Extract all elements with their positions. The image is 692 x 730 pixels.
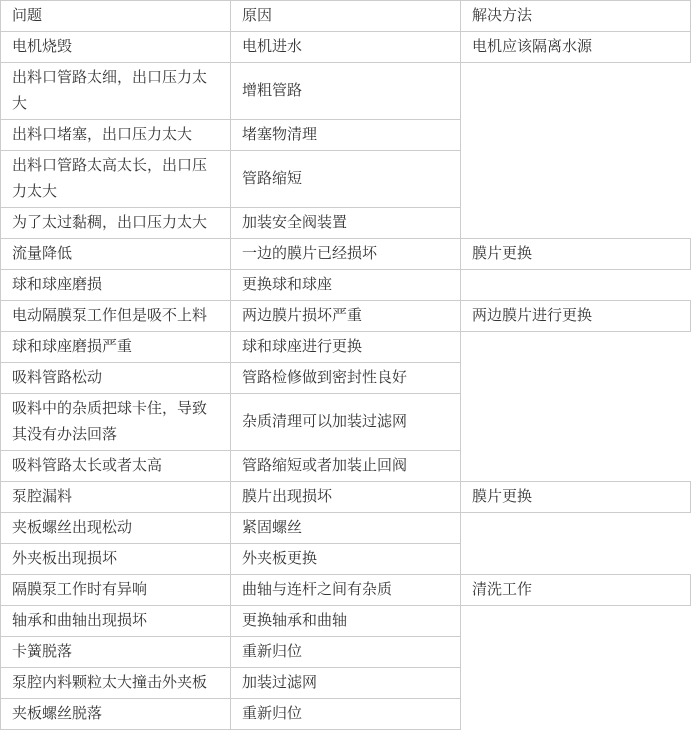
column-header-solution: 解决方法 <box>461 1 691 32</box>
column-header-cause: 原因 <box>231 1 461 32</box>
cell-problem: 流量降低 <box>1 239 231 270</box>
cell-problem: 吸料中的杂质把球卡住，导致其没有办法回落 <box>1 394 231 451</box>
cell-cause: 球和球座进行更换 <box>231 332 461 363</box>
cell-problem: 泵腔漏料 <box>1 482 231 513</box>
cell-cause: 电机进水 <box>231 32 461 63</box>
cell-cause: 膜片出现损坏 <box>231 482 461 513</box>
cell-cause: 两边膜片损坏严重 <box>231 301 461 332</box>
table-row <box>1 301 691 332</box>
cell-problem: 外夹板出现损坏 <box>1 544 231 575</box>
table-row <box>1 482 691 513</box>
cell-cause: 曲轴与连杆之间有杂质 <box>231 575 461 606</box>
cell-problem: 夹板螺丝脱落 <box>1 699 231 730</box>
table-row <box>1 120 691 151</box>
cell-cause: 管路缩短 <box>231 151 461 208</box>
cell-problem: 吸料管路松动 <box>1 363 231 394</box>
cell-cause: 管路检修做到密封性良好 <box>231 363 461 394</box>
table-row <box>1 270 691 301</box>
cell-cause: 杂质清理可以加装过滤网 <box>231 394 461 451</box>
table-row <box>1 575 691 606</box>
cell-cause: 更换球和球座 <box>231 270 461 301</box>
table-row <box>1 32 691 63</box>
cell-cause: 管路缩短或者加装止回阀 <box>231 451 461 482</box>
cell-solution: 两边膜片进行更换 <box>461 301 691 332</box>
cell-problem: 电动隔膜泵工作但是吸不上料 <box>1 301 231 332</box>
cell-solution: 电机应该隔离水源 <box>461 32 691 63</box>
table-row <box>1 637 691 668</box>
cell-cause: 重新归位 <box>231 699 461 730</box>
cell-cause: 一边的膜片已经损坏 <box>231 239 461 270</box>
cell-cause: 加装过滤网 <box>231 668 461 699</box>
cell-cause: 增粗管路 <box>231 63 461 120</box>
cell-problem: 出料口管路太高太长，出口压力太大 <box>1 151 231 208</box>
cell-problem: 电机烧毁 <box>1 32 231 63</box>
table-row <box>1 513 691 544</box>
cell-solution: 膜片更换 <box>461 239 691 270</box>
table-row <box>1 451 691 482</box>
column-header-problem: 问题 <box>1 1 231 32</box>
cell-problem: 轴承和曲轴出现损坏 <box>1 606 231 637</box>
table-body <box>1 32 691 730</box>
cell-cause: 堵塞物清理 <box>231 120 461 151</box>
cell-problem: 球和球座磨损严重 <box>1 332 231 363</box>
cell-problem: 卡簧脱落 <box>1 637 231 668</box>
table-row <box>1 544 691 575</box>
table-row <box>1 208 691 239</box>
table-row <box>1 239 691 270</box>
column-solution <box>461 1 691 730</box>
cell-problem: 球和球座磨损 <box>1 270 231 301</box>
cell-solution: 清洗工作 <box>461 575 691 606</box>
cell-problem: 为了太过黏稠，出口压力太大 <box>1 208 231 239</box>
table-row <box>1 363 691 394</box>
table-row <box>1 151 691 208</box>
cell-cause: 更换轴承和曲轴 <box>231 606 461 637</box>
cell-cause: 紧固螺丝 <box>231 513 461 544</box>
table-row <box>1 606 691 637</box>
table-row <box>1 668 691 699</box>
cell-cause: 外夹板更换 <box>231 544 461 575</box>
table-row <box>1 332 691 363</box>
table-row <box>1 394 691 451</box>
cell-cause: 重新归位 <box>231 637 461 668</box>
cell-problem: 出料口堵塞，出口压力太大 <box>1 120 231 151</box>
table-row <box>1 699 691 730</box>
cell-cause: 加装安全阀装置 <box>231 208 461 239</box>
cell-problem: 出料口管路太细，出口压力太大 <box>1 63 231 120</box>
table-header-row <box>1 1 691 32</box>
cell-problem: 夹板螺丝出现松动 <box>1 513 231 544</box>
cell-problem: 泵腔内料颗粒太大撞击外夹板 <box>1 668 231 699</box>
table-row <box>1 63 691 120</box>
cell-problem: 吸料管路太长或者太高 <box>1 451 231 482</box>
cell-problem: 隔膜泵工作时有异响 <box>1 575 231 606</box>
cell-solution: 膜片更换 <box>461 482 691 513</box>
